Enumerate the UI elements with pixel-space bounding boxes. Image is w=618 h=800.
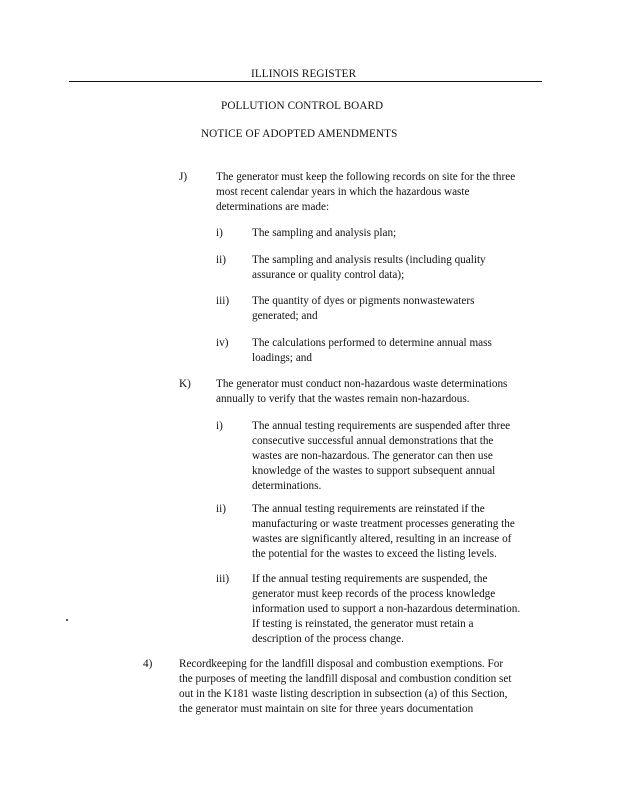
text-line: annually to verify that the wastes remain non-hazardous.	[216, 393, 470, 405]
board-title: POLLUTION CONTROL BOARD	[221, 100, 384, 112]
item-k-iii-label: iii)	[216, 573, 230, 585]
text-line: determinations.	[252, 480, 322, 492]
item-j-label: J)	[179, 171, 188, 183]
text-line: The quantity of dyes or pigments nonwastewaters	[252, 295, 475, 307]
text-line: loadings; and	[252, 352, 312, 364]
item-k-text	[216, 377, 507, 407]
text-line: The calculations performed to determine annual mass	[252, 337, 492, 349]
text-line: information used to support a non-hazardous determination.	[252, 603, 521, 615]
text-line: Recordkeeping for the landfill disposal and combustion exemptions. For	[179, 658, 504, 670]
item-j-i-label: i)	[216, 227, 223, 239]
item-j-iv-label: iv)	[216, 337, 229, 349]
text-line: The sampling and analysis plan;	[252, 227, 397, 239]
header-rule	[69, 81, 542, 82]
text-line: The sampling and analysis results (including quality	[252, 254, 486, 266]
text-line: the purposes of meeting the landfill disposal and combustion condition set	[179, 673, 512, 685]
item-k-iii-text	[252, 572, 520, 647]
item-j-iii-text	[252, 294, 474, 324]
text-line: wastes are non-hazardous. The generator can then use	[252, 450, 493, 462]
text-line: most recent calendar years in which the hazardous waste	[216, 186, 470, 198]
item-4-text	[179, 657, 511, 717]
text-line: the potential for the wastes to exceed the listing levels.	[252, 548, 497, 560]
margin-mark	[66, 619, 68, 621]
item-j-iv-text	[252, 336, 492, 366]
item-k-i-text	[252, 419, 510, 494]
text-line: description of the process change.	[252, 633, 404, 645]
text-line: If the annual testing requirements are suspended, the	[252, 573, 488, 585]
text-line: The generator must conduct non-hazardous waste determinations	[216, 378, 508, 390]
item-j-iii-label: iii)	[216, 295, 230, 307]
text-line: wastes are significantly altered, resulting in an increase of	[252, 533, 512, 545]
text-line: determinations are made:	[216, 201, 330, 213]
text-line: knowledge of the wastes to support subsequent annual	[252, 465, 496, 477]
item-k-i-label: i)	[216, 420, 223, 432]
item-k-ii-label: ii)	[216, 503, 226, 515]
item-j-text	[216, 170, 515, 215]
text-line: consecutive successful annual demonstrations that the	[252, 435, 494, 447]
item-j-ii-text	[252, 253, 486, 283]
text-line: generator must keep records of the process knowledge	[252, 588, 496, 600]
text-line: the generator must maintain on site for three years documentation	[179, 703, 474, 715]
item-j-i-text	[252, 226, 396, 241]
text-line: If testing is reinstated, the generator must retain a	[252, 618, 474, 630]
item-j-ii-label: ii)	[216, 254, 226, 266]
text-line: assurance or quality control data);	[252, 269, 405, 281]
item-k-label: K)	[179, 378, 191, 390]
item-4-label: 4)	[143, 658, 153, 670]
text-line: generated; and	[252, 310, 318, 322]
text-line: out in the K181 waste listing description in subsection (a) of this Section,	[179, 688, 508, 700]
item-k-ii-text	[252, 502, 515, 562]
text-line: manufacturing or waste treatment processes generating the	[252, 518, 515, 530]
notice-title: NOTICE OF ADOPTED AMENDMENTS	[201, 128, 398, 140]
text-line: The annual testing requirements are reinstated if the	[252, 503, 485, 515]
text-line: The annual testing requirements are suspended after three	[252, 420, 511, 432]
text-line: The generator must keep the following records on site for the three	[216, 171, 516, 183]
register-title: ILLINOIS REGISTER	[251, 68, 357, 80]
